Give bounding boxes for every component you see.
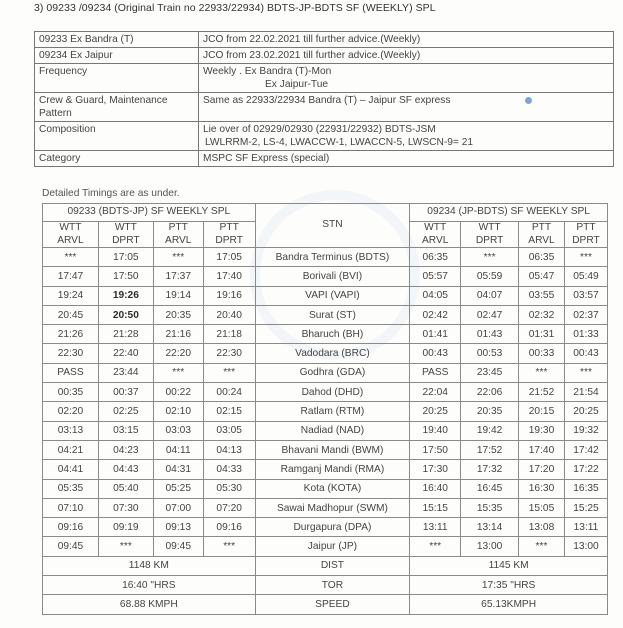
timing-row [43,460,608,479]
left-time-cell: 07:00 [153,498,203,517]
right-time-cell: *** [564,363,607,382]
timing-row [43,479,608,498]
col-header-top: WTT [114,222,137,233]
right-time-cell: 19:40 [410,421,461,440]
left-time-cell: *** [98,537,153,556]
right-col-header [461,222,519,248]
right-time-cell: 13:14 [461,518,519,537]
right-time-cell: 15:15 [410,498,461,517]
right-time-cell: 13:08 [519,518,565,537]
col-header-bottom: DPRT [572,234,600,246]
timing-row [43,498,608,517]
station-name: Ratlam (RTM) [255,402,410,421]
right-time-cell: *** [519,363,565,382]
left-time-cell: 05:40 [98,479,153,498]
left-time-cell: 17:05 [203,248,255,267]
right-time-cell: 00:43 [410,344,461,363]
info-row [35,48,614,64]
left-time-cell: 20:50 [98,305,153,324]
right-time-cell: 20:15 [519,402,565,421]
right-time-cell: 16:35 [564,479,607,498]
summary-row [43,556,608,575]
left-time-cell: *** [203,537,255,556]
right-time-cell: 15:35 [461,498,519,517]
up-summary-value: 65.13KMPH [410,595,608,614]
timings-note: Detailed Timings are as under. [42,188,180,199]
right-time-cell: 05:59 [461,267,519,286]
station-name: Bandra Terminus (BDTS) [255,248,410,267]
station-name: Dahod (DHD) [255,383,410,402]
summary-row [43,576,608,595]
right-col-header [410,222,461,248]
left-time-cell: PASS [43,363,99,382]
right-time-cell: 06:35 [410,248,461,267]
left-time-cell: 05:35 [43,479,99,498]
left-time-cell: *** [153,248,203,267]
left-time-cell: 00:37 [98,383,153,402]
left-time-cell: *** [153,363,203,382]
right-time-cell: 00:53 [461,344,519,363]
station-name: VAPI (VAPI) [255,286,410,305]
right-time-cell: 02:32 [519,305,565,324]
timing-row [43,248,608,267]
timing-row [43,267,608,286]
left-time-cell: 21:18 [203,325,255,344]
right-time-cell: 17:32 [461,460,519,479]
col-header-bottom: DPRT [215,234,243,246]
left-time-cell: 19:24 [43,286,99,305]
station-name: Bharuch (BH) [255,325,410,344]
info-row [35,122,614,151]
right-time-cell: 19:42 [461,421,519,440]
up-summary-value: 1145 KM [410,556,608,575]
right-time-cell: 05:47 [519,267,565,286]
left-time-cell: 21:16 [153,325,203,344]
right-time-cell: 15:05 [519,498,565,517]
info-value [199,32,614,48]
right-time-cell: 19:32 [564,421,607,440]
down-train-title: 09233 (BDTS-JP) SF WEEKLY SPL [43,204,256,222]
right-col-header [564,222,607,248]
right-time-cell: 00:43 [564,344,607,363]
left-time-cell: 20:40 [203,305,255,324]
info-value-line: Same as 22933/22934 Bandra (T) – Jaipur SF express [203,95,451,106]
right-time-cell: PASS [410,363,461,382]
left-time-cell: 22:20 [153,344,203,363]
right-time-cell: 05:57 [410,267,461,286]
info-value [199,48,614,64]
left-time-cell: 02:10 [153,402,203,421]
info-value-line: Lie over of 02929/02930 (22931/22932) BDTS-JSM [203,124,436,135]
info-row [35,151,614,167]
info-value [199,151,614,167]
info-value-line: Weekly . Ex Bandra (T)-Mon [203,66,332,77]
right-time-cell: 01:33 [564,325,607,344]
left-time-cell: 04:33 [203,460,255,479]
right-time-cell: 03:55 [519,286,565,305]
summary-label: TOR [255,576,410,595]
col-header-top: PTT [219,222,239,233]
station-name: Kota (KOTA) [255,479,410,498]
left-time-cell: 05:25 [153,479,203,498]
info-value-line: MSPC SF Express (special) [203,153,330,164]
down-summary-value: 68.88 KMPH [43,595,256,614]
left-time-cell: 09:19 [98,518,153,537]
right-time-cell: 17:40 [519,440,565,459]
timing-row [43,537,608,556]
right-time-cell: 01:43 [461,325,519,344]
left-time-cell: *** [43,248,99,267]
right-time-cell: *** [564,248,607,267]
left-time-cell: 17:40 [203,267,255,286]
info-value [199,93,614,122]
left-time-cell: 03:05 [203,421,255,440]
left-time-cell: 04:41 [43,460,99,479]
left-time-cell: 04:31 [153,460,203,479]
station-name: Ramganj Mandi (RMA) [255,460,410,479]
col-header-bottom: ARVL [57,234,84,246]
right-time-cell: 22:04 [410,383,461,402]
left-col-header [203,222,255,248]
right-time-cell: 23:45 [461,363,519,382]
info-value [199,122,614,151]
left-time-cell: 03:15 [98,421,153,440]
right-time-cell: 16:30 [519,479,565,498]
left-col-header [98,222,153,248]
right-time-cell: 17:52 [461,440,519,459]
left-time-cell: 09:13 [153,518,203,537]
info-value [199,64,614,93]
timing-row [43,518,608,537]
right-time-cell: 20:35 [461,402,519,421]
station-name: Vadodara (BRC) [255,344,410,363]
col-header-top: PTT [168,222,188,233]
info-row [35,32,614,48]
right-time-cell: 03:57 [564,286,607,305]
down-summary-value: 16:40 "HRS [43,576,256,595]
left-time-cell: 09:45 [43,537,99,556]
left-time-cell: 17:05 [98,248,153,267]
station-name: Sawai Madhopur (SWM) [255,498,410,517]
station-name: Borivali (BVI) [255,267,410,286]
info-value-line-2: Ex Jaipur-Tue [265,79,329,90]
station-column-header: STN [255,204,410,248]
right-time-cell: 16:40 [410,479,461,498]
left-time-cell: 19:26 [98,286,153,305]
left-time-cell: 07:20 [203,498,255,517]
train-info-table [34,31,614,167]
left-time-cell: 17:37 [153,267,203,286]
left-time-cell: 22:30 [43,344,99,363]
station-name: Nadiad (NAD) [255,421,410,440]
right-col-header [519,222,565,248]
timing-row [43,286,608,305]
left-time-cell: 00:24 [203,383,255,402]
right-time-cell: *** [519,537,565,556]
col-header-top: PTT [531,222,552,233]
station-name: Jaipur (JP) [255,537,410,556]
right-time-cell: 02:47 [461,305,519,324]
col-header-bottom: DPRT [475,234,504,246]
station-name: Bhavani Mandi (BWM) [255,440,410,459]
col-header-top: WTT [424,222,447,233]
right-time-cell: 06:35 [519,248,565,267]
timing-row [43,305,608,324]
left-time-cell: 22:40 [98,344,153,363]
left-time-cell: 22:30 [203,344,255,363]
info-label: 09234 Ex Jaipur [35,48,199,64]
left-time-cell: 23:44 [98,363,153,382]
right-time-cell: 17:42 [564,440,607,459]
right-time-cell: 05:49 [564,267,607,286]
left-time-cell: 17:50 [98,267,153,286]
document-heading: 3) 09233 /09234 (Original Train no 22933/22934) BDTS-JP-BDTS SF (WEEKLY) SPL [34,2,436,14]
left-time-cell: 07:10 [43,498,99,517]
right-time-cell: 22:06 [461,383,519,402]
info-row [35,64,614,93]
col-header-bottom: ARVL [165,234,192,246]
info-label: Composition [35,122,199,151]
timing-row [43,325,608,344]
right-time-cell: 21:52 [519,383,565,402]
right-time-cell: 13:00 [564,537,607,556]
right-time-cell: 15:25 [564,498,607,517]
left-time-cell: 09:16 [43,518,99,537]
left-time-cell: 05:30 [203,479,255,498]
right-time-cell: 01:41 [410,325,461,344]
left-time-cell: 04:13 [203,440,255,459]
timing-row [43,440,608,459]
info-label: Category [35,151,199,167]
info-label: Frequency [35,64,199,93]
left-time-cell: 19:16 [203,286,255,305]
left-time-cell: 20:35 [153,305,203,324]
right-time-cell: 17:50 [410,440,461,459]
left-time-cell: *** [203,363,255,382]
left-time-cell: 21:28 [98,325,153,344]
right-time-cell: 17:30 [410,460,461,479]
info-label: Crew & Guard, Maintenance Pattern [35,93,199,122]
up-train-title: 09234 (JP-BDTS) SF WEEKLY SPL [410,204,608,222]
right-time-cell: *** [461,248,519,267]
left-time-cell: 09:16 [203,518,255,537]
left-col-header [153,222,203,248]
right-time-cell: 21:54 [564,383,607,402]
summary-label: SPEED [255,595,410,614]
timing-row [43,363,608,382]
left-time-cell: 19:14 [153,286,203,305]
left-time-cell: 07:30 [98,498,153,517]
right-time-cell: 02:42 [410,305,461,324]
summary-row [43,595,608,614]
right-time-cell: 17:20 [519,460,565,479]
timing-row [43,383,608,402]
right-time-cell: 20:25 [564,402,607,421]
left-time-cell: 21:26 [43,325,99,344]
right-time-cell: 19:30 [519,421,565,440]
station-name: Durgapura (DPA) [255,518,410,537]
left-time-cell: 03:13 [43,421,99,440]
left-time-cell: 04:43 [98,460,153,479]
left-time-cell: 17:47 [43,267,99,286]
right-time-cell: 13:00 [461,537,519,556]
left-time-cell: 09:45 [153,537,203,556]
right-time-cell: 04:05 [410,286,461,305]
info-label: 09233 Ex Bandra (T) [35,32,199,48]
left-time-cell: 03:03 [153,421,203,440]
left-time-cell: 02:25 [98,402,153,421]
info-value-line: JCO from 22.02.2021 till further advice.(Weekly) [203,34,421,45]
left-time-cell: 00:22 [153,383,203,402]
right-time-cell: *** [410,537,461,556]
left-time-cell: 04:21 [43,440,99,459]
info-value-line-2: LWLRRM-2, LS-4, LWACCW-1, LWACCN-5, LWSCN-9= 21 [205,137,474,148]
timing-table [42,203,608,615]
info-row [35,93,614,122]
left-time-cell: 04:11 [153,440,203,459]
col-header-bottom: ARVL [421,234,449,246]
up-summary-value: 17:35 "HRS [410,576,608,595]
summary-label: DIST [255,556,410,575]
left-time-cell: 20:45 [43,305,99,324]
timing-row [43,344,608,363]
col-header-bottom: DPRT [112,234,140,246]
right-time-cell: 01:31 [519,325,565,344]
left-time-cell: 02:15 [203,402,255,421]
right-time-cell: 20:25 [410,402,461,421]
left-col-header [43,222,99,248]
info-value-line: JCO from 23.02.2021 till further advice.(Weekly) [203,50,421,61]
right-time-cell: 02:37 [564,305,607,324]
left-time-cell: 02:20 [43,402,99,421]
right-time-cell: 04:07 [461,286,519,305]
left-time-cell: 04:23 [98,440,153,459]
station-name: Surat (ST) [255,305,410,324]
right-time-cell: 17:22 [564,460,607,479]
station-name: Godhra (GDA) [255,363,410,382]
timing-row [43,421,608,440]
right-time-cell: 00:33 [519,344,565,363]
right-time-cell: 16:45 [461,479,519,498]
right-time-cell: 13:11 [564,518,607,537]
col-header-top: WTT [59,222,82,233]
col-header-top: WTT [478,222,501,233]
col-header-top: PTT [576,222,596,233]
right-time-cell: 13:11 [410,518,461,537]
timing-row [43,402,608,421]
left-time-cell: 00:35 [43,383,99,402]
col-header-bottom: ARVL [528,234,555,246]
down-summary-value: 1148 KM [43,556,256,575]
